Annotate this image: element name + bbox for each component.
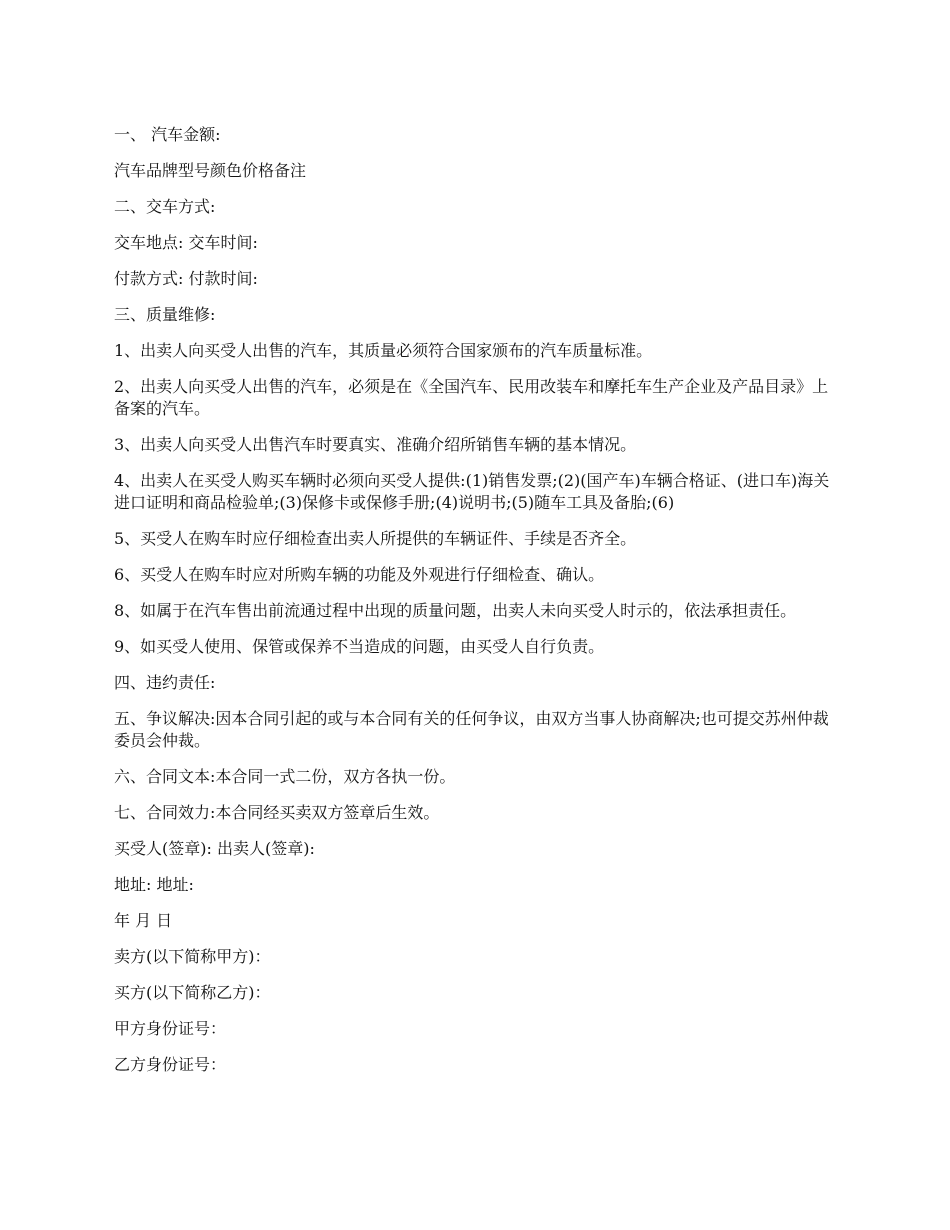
section-heading-quality: 三、质量维修: (114, 305, 216, 324)
party-b-id-line: 乙方身份证号： (114, 1055, 227, 1074)
party-a-id-line: 甲方身份证号： (114, 1019, 227, 1038)
clause-quality-3: 3、出卖人向买受人出售汽车时要真实、准确介绍所销售车辆的基本情况。 (114, 435, 637, 454)
section-dispute-resolution: 五、争议解决:因本合同引起的或与本合同有关的任何争议，由双方当事人协商解决;也可提交苏州仲裁委员会仲裁。 (114, 709, 829, 750)
party-buyer-line: 买方(以下简称乙方)： (114, 983, 271, 1002)
party-seller-line: 卖方(以下简称甲方)： (114, 947, 271, 966)
clause-quality-4: 4、出卖人在买受人购买车辆时必须向买受人提供:(1)销售发票;(2)(国产车)车辆合格证、(进口车)海关进口证明和商品检验单;(3)保修卡或保修手册;(4)说明书;(5)随车工具及备胎;(6) (114, 471, 830, 512)
clause-quality-9: 9、如买受人使用、保管或保养不当造成的问题，由买受人自行负责。 (114, 637, 605, 656)
clause-quality-2: 2、出卖人向买受人出售的汽车，必须是在《全国汽车、民用改装车和摩托车生产企业及产品目录》上备案的汽车。 (114, 377, 829, 418)
signature-line-address: 地址: 地址: (114, 875, 194, 894)
section-heading-liability: 四、违约责任: (114, 673, 216, 692)
signature-line-parties: 买受人(签章): 出卖人(签章): (114, 839, 315, 858)
paragraph-payment-method-time: 付款方式: 付款时间: (114, 269, 258, 288)
clause-quality-8: 8、如属于在汽车售出前流通过程中出现的质量问题，出卖人未向买受人时示的，依法承担责任。 (114, 601, 797, 620)
signature-line-date: 年 月 日 (114, 911, 173, 930)
section-heading-amount: 一、 汽车金额: (114, 125, 221, 144)
section-contract-effect: 七、合同效力:本合同经买卖双方签章后生效。 (114, 803, 440, 822)
paragraph-delivery-place-time: 交车地点: 交车时间: (114, 233, 258, 252)
clause-quality-6: 6、买受人在购车时应对所购车辆的功能及外观进行仔细检查、确认。 (114, 565, 605, 584)
document-body (114, 124, 840, 1090)
clause-quality-1: 1、出卖人向买受人出售的汽车，其质量必须符合国家颁布的汽车质量标准。 (114, 341, 653, 360)
section-heading-delivery: 二、交车方式: (114, 197, 216, 216)
paragraph-car-table-header: 汽车品牌型号颜色价格备注 (114, 161, 307, 180)
section-contract-copies: 六、合同文本:本合同一式二份，双方各执一份。 (114, 767, 456, 786)
clause-quality-5: 5、买受人在购车时应仔细检查出卖人所提供的车辆证件、手续是否齐全。 (114, 529, 637, 548)
